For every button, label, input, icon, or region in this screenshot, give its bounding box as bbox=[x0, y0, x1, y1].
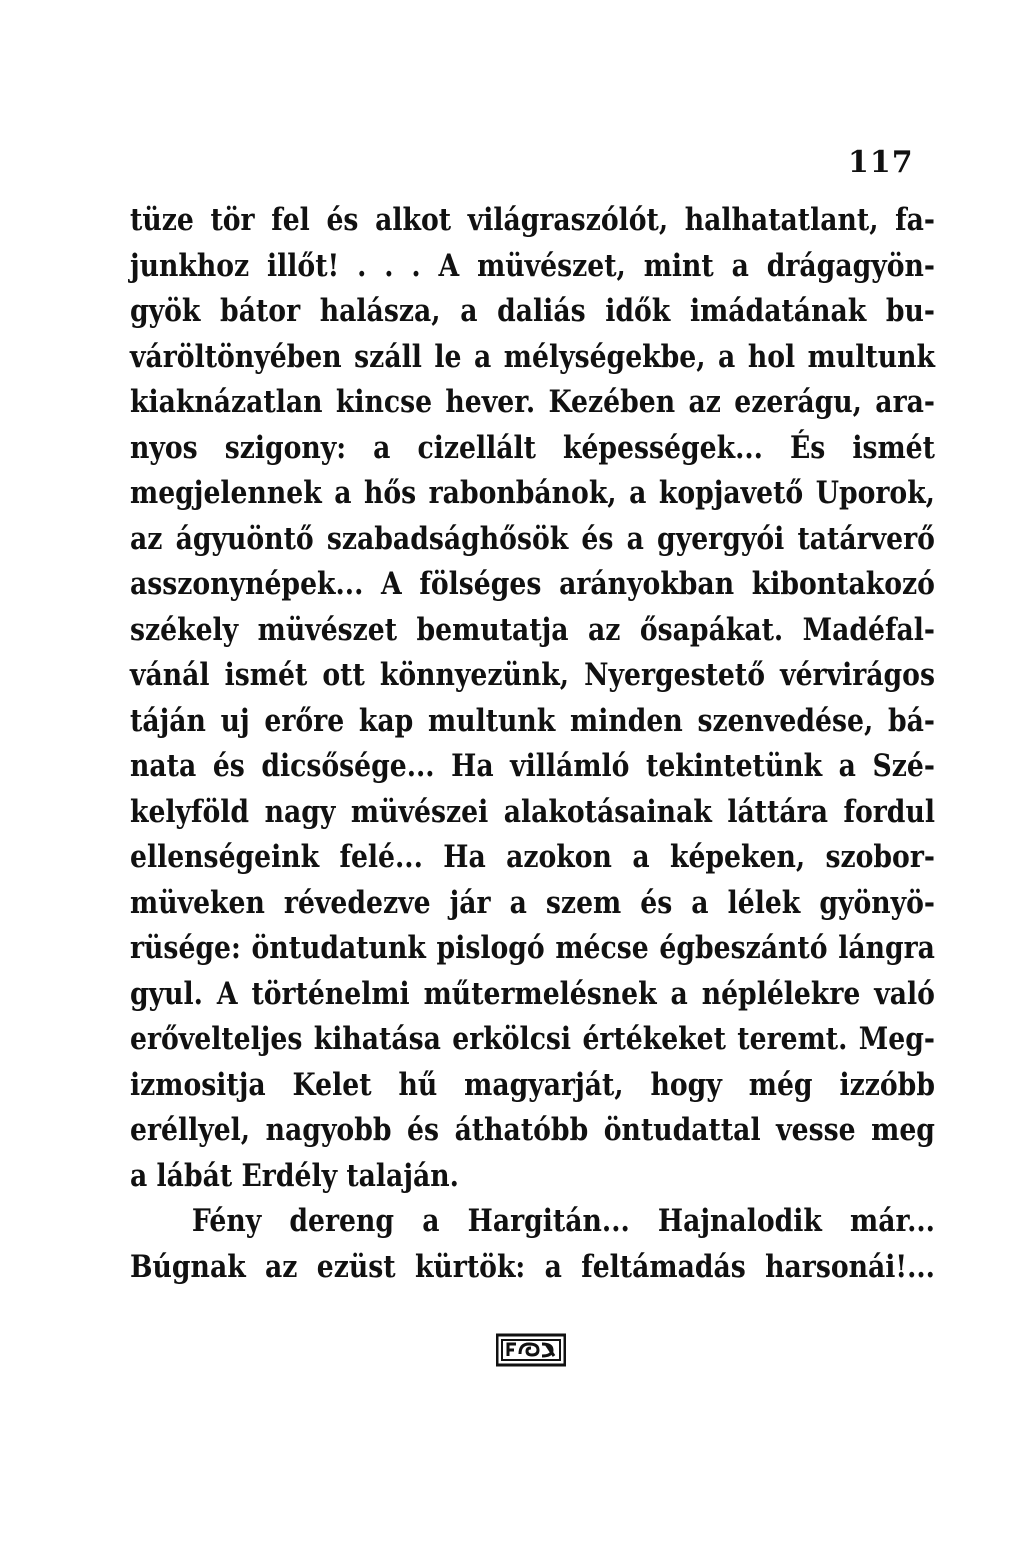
text-line: müveken révedezve jár a szem és a lélek gyönyö- bbox=[130, 884, 935, 921]
text-line: asszonynépek... A fölséges arányokban kibontakozó bbox=[130, 566, 935, 602]
text-line: székely müvészet bemutatja az ősapákat. Madéfal- bbox=[130, 611, 935, 648]
text-line: Fény dereng a Hargitán... Hajnalodik már... bbox=[191, 1203, 935, 1239]
text-line: kelyföld nagy müvészei alakotásainak láttára fordul bbox=[130, 793, 935, 830]
text-line: izmositja Kelet hű magyarját, hogy még izzóbb bbox=[130, 1066, 935, 1103]
text-line: rüsége: öntudatunk pislogó mécse égbeszántó lángra bbox=[130, 930, 935, 966]
text-line: vánál ismét ott könnyezünk, Nyergestető vérvirágos bbox=[130, 657, 935, 693]
text-line: Búgnak az ezüst kürtök: a feltámadás harsonái!... bbox=[130, 1248, 935, 1285]
text-line: erővelteljes kihatása erkölcsi értékeket teremt. Meg- bbox=[130, 1021, 935, 1057]
text-line: váröltönyében száll le a mélységekbe, a hol multunk bbox=[130, 338, 935, 375]
text-line: táján uj erőre kap multunk minden szenvedése, bá- bbox=[130, 702, 935, 739]
text-line: junkhoz illőt! . . . A müvészet, mint a drágagyön- bbox=[130, 247, 935, 284]
text-line: ellenségeink felé... Ha azokon a képeken, szobor- bbox=[130, 839, 935, 875]
text-line: eréllyel, nagyobb és áthatóbb öntudattal vesse meg bbox=[130, 1112, 935, 1148]
text-line: megjelennek a hős rabonbánok, a kopjavető Uporok, bbox=[130, 475, 935, 511]
text-line: nata és dicsősége... Ha villámló tekintetünk a Szé- bbox=[130, 748, 935, 784]
text-line: kiaknázatlan kincse hever. Kezében az ezerágu, ara- bbox=[130, 384, 935, 420]
page-number: 117 bbox=[848, 145, 914, 180]
text-line: nyos szigony: a cizellált képességek... És ismét bbox=[130, 429, 935, 466]
text-line: tüze tör fel és alkot világraszólót, halhatatlant, fa- bbox=[130, 202, 935, 238]
text-line: a lábát Erdély talaján. bbox=[130, 1157, 459, 1194]
text-line: az ágyuöntő szabadsághősök és a gyergyói tatárverő bbox=[130, 520, 935, 557]
body-text bbox=[130, 198, 935, 1290]
text-line: gyul. A történelmi műtermelésnek a néplélekre való bbox=[130, 975, 935, 1012]
text-line: gyök bátor halásza, a daliás idők imádatának bu- bbox=[130, 293, 935, 329]
printers-ornament-icon bbox=[496, 1332, 566, 1368]
